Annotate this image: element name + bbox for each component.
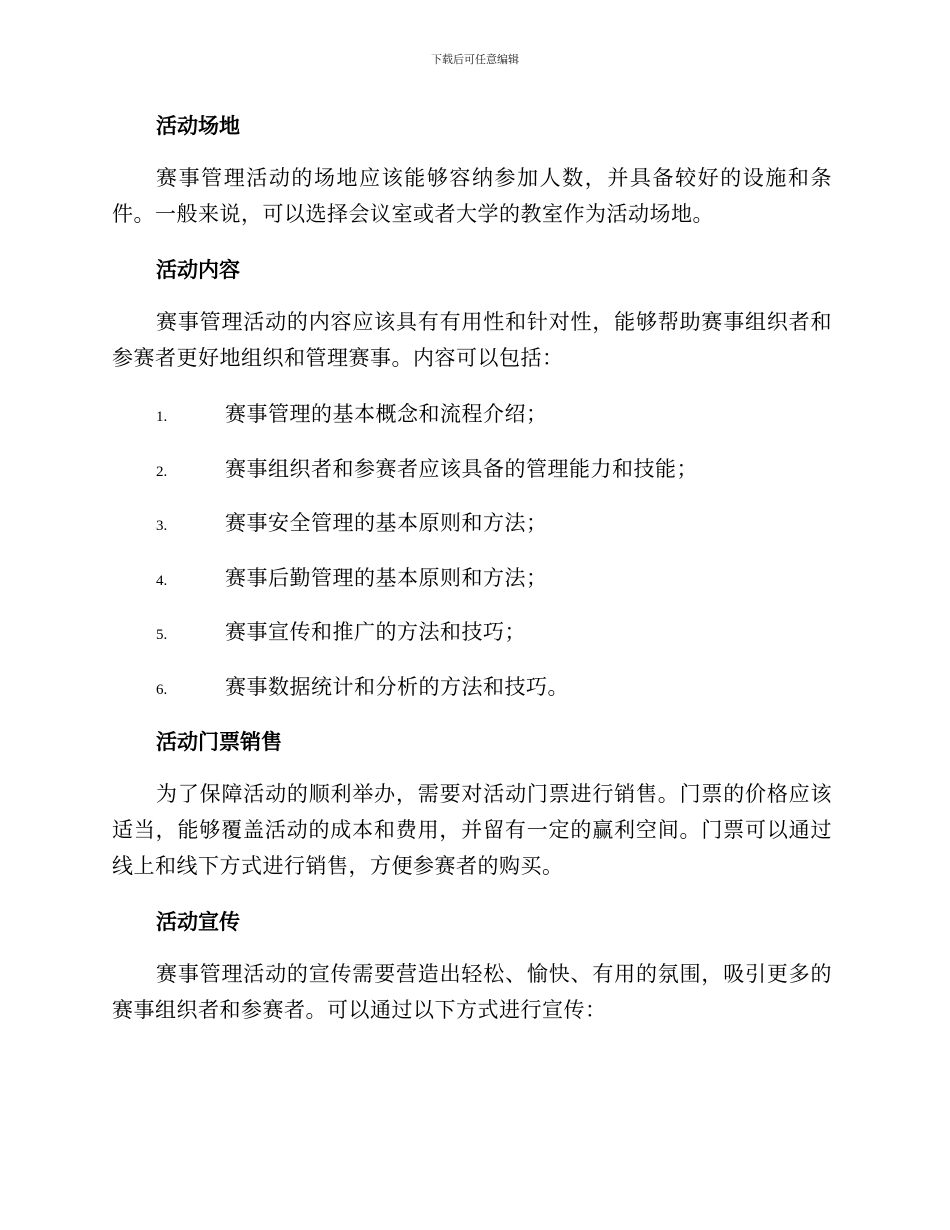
list-item bbox=[112, 560, 832, 596]
list-item-text: 赛事数据统计和分析的方法和技巧。 bbox=[225, 674, 569, 699]
list-item-text: 赛事安全管理的基本原则和方法； bbox=[225, 511, 548, 536]
list-item-text: 赛事宣传和推广的方法和技巧； bbox=[225, 620, 526, 645]
section-paragraph-venue: 赛事管理活动的场地应该能够容纳参加人数，并具备较好的设施和条件。一般来说，可以选择会议室或者大学的教室作为活动场地。 bbox=[112, 166, 832, 226]
document-body bbox=[112, 108, 832, 1048]
list-item-number: 3. bbox=[156, 518, 168, 535]
section-paragraph-promotion: 赛事管理活动的宣传需要营造出轻松、愉快、有用的氛围，吸引更多的赛事组织者和参赛者。可以通过以下方式进行宣传： bbox=[112, 961, 832, 1022]
section-heading-ticket-sales: 活动门票销售 bbox=[156, 729, 282, 754]
list-item-text: 赛事后勤管理的基本原则和方法； bbox=[225, 565, 548, 590]
list-item-number: 6. bbox=[156, 681, 168, 698]
list-item-number: 4. bbox=[156, 572, 168, 589]
section-paragraph-ticket-sales: 为了保障活动的顺利举办，需要对活动门票进行销售。门票的价格应该适当，能够覆盖活动的成本和费用，并留有一定的赢利空间。门票可以通过线上和线下方式进行销售，方便参赛者的购买。 bbox=[112, 781, 832, 878]
section-heading-venue: 活动场地 bbox=[156, 114, 240, 138]
list-item-number: 5. bbox=[156, 627, 168, 644]
list-item bbox=[112, 451, 832, 487]
list-item bbox=[112, 669, 832, 705]
list-item bbox=[112, 396, 832, 432]
section-paragraph-content: 赛事管理活动的内容应该具有有用性和针对性，能够帮助赛事组织者和参赛者更好地组织和管理赛事。内容可以包括： bbox=[112, 310, 832, 370]
section-heading-content: 活动内容 bbox=[156, 258, 240, 282]
list-item-number: 1. bbox=[156, 409, 168, 425]
list-item bbox=[112, 614, 832, 650]
list-item-text: 赛事组织者和参赛者应该具备的管理能力和技能； bbox=[225, 456, 698, 481]
list-item-number: 2. bbox=[156, 463, 168, 480]
page-header: 下载后可任意编辑 bbox=[431, 53, 519, 66]
content-list bbox=[112, 396, 832, 705]
list-item bbox=[112, 505, 832, 541]
list-item-text: 赛事管理的基本概念和流程介绍； bbox=[225, 402, 548, 426]
section-heading-promotion: 活动宣传 bbox=[156, 909, 240, 934]
